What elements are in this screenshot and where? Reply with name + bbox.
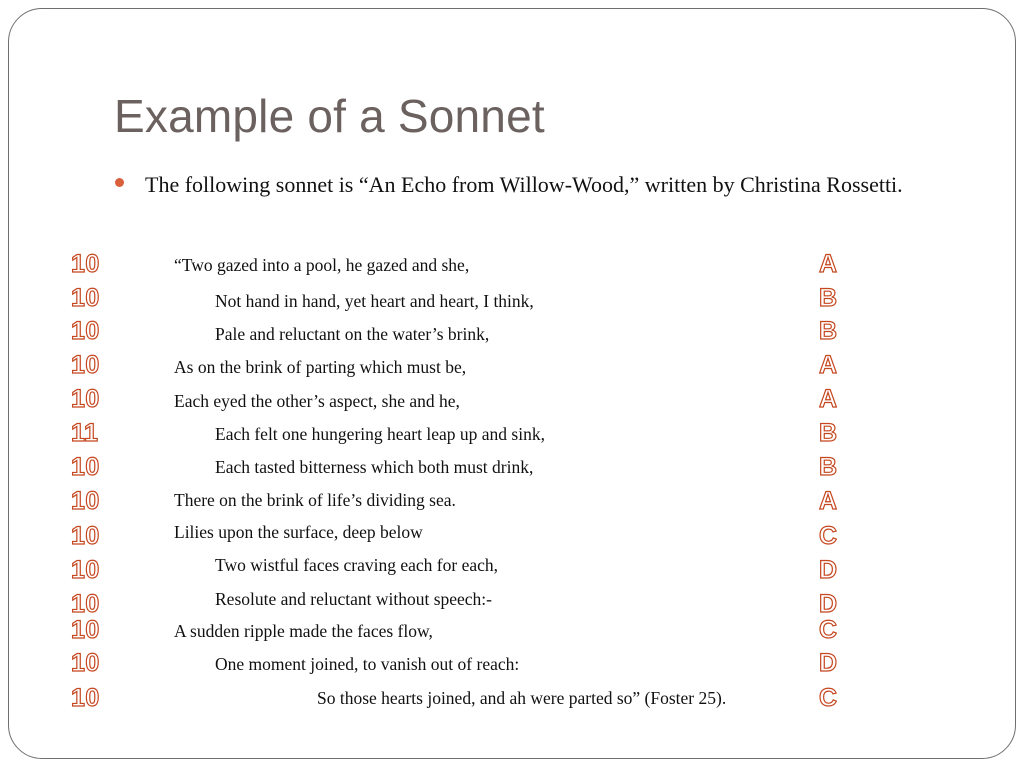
- syllable-count-7: 10: [71, 453, 100, 481]
- rhyme-letter-8: A: [819, 487, 838, 515]
- poem-line-4: As on the brink of parting which must be,: [174, 357, 467, 377]
- rhyme-letter-12: C: [819, 616, 838, 644]
- poem-line-3: Pale and reluctant on the water’s brink,: [215, 324, 490, 344]
- syllable-count-13: 10: [71, 649, 100, 677]
- poem-line-13: One moment joined, to vanish out of reach:: [215, 654, 520, 674]
- syllable-count-12: 10: [71, 616, 100, 644]
- rhyme-letter-10: D: [819, 556, 838, 584]
- poem-line-1: “Two gazed into a pool, he gazed and she,: [174, 255, 470, 275]
- syllable-count-4: 10: [71, 351, 100, 379]
- rhyme-letter-6: B: [819, 419, 838, 447]
- syllable-count-11: 10: [71, 590, 100, 618]
- bullet-text: The following sonnet is “An Echo from Willow-Wood,” written by Christina Rossetti.: [145, 172, 903, 197]
- poem-line-12: A sudden ripple made the faces flow,: [174, 621, 433, 641]
- poem-line-8: There on the brink of life’s dividing sea.: [174, 490, 456, 510]
- rhyme-letter-13: D: [819, 649, 838, 677]
- syllable-count-2: 10: [71, 284, 100, 312]
- rhyme-letter-5: A: [819, 385, 838, 413]
- poem-line-14: So those hearts joined, and ah were parted so” (Foster 25).: [317, 688, 727, 708]
- syllable-count-9: 10: [71, 522, 100, 550]
- syllable-count-3: 10: [71, 317, 100, 345]
- rhyme-letter-9: C: [819, 522, 838, 550]
- poem-line-9: Lilies upon the surface, deep below: [174, 522, 423, 542]
- rhyme-letter-11: D: [819, 590, 838, 618]
- rhyme-letter-3: B: [819, 317, 838, 345]
- poem-line-7: Each tasted bitterness which both must drink,: [215, 457, 534, 477]
- syllable-count-8: 10: [71, 487, 100, 515]
- syllable-count-14: 10: [71, 684, 100, 712]
- slide-title: Example of a Sonnet: [114, 90, 545, 142]
- rhyme-letter-14: C: [819, 684, 838, 712]
- rhyme-letter-1: A: [819, 250, 838, 278]
- syllable-count-10: 10: [71, 556, 100, 584]
- syllable-count-6: 11: [71, 419, 99, 447]
- syllable-count-5: 10: [71, 385, 100, 413]
- bullet-dot-icon: [115, 178, 124, 187]
- poem-line-5: Each eyed the other’s aspect, she and he,: [174, 391, 460, 411]
- rhyme-letter-7: B: [819, 453, 838, 481]
- syllable-count-1: 10: [71, 250, 100, 278]
- poem-line-10: Two wistful faces craving each for each,: [215, 555, 499, 575]
- poem-line-6: Each felt one hungering heart leap up and sink,: [215, 424, 545, 444]
- poem-line-2: Not hand in hand, yet heart and heart, I think,: [215, 291, 534, 311]
- rhyme-letter-4: A: [819, 351, 838, 379]
- poem-line-11: Resolute and reluctant without speech:-: [215, 589, 493, 609]
- rhyme-letter-2: B: [819, 284, 838, 312]
